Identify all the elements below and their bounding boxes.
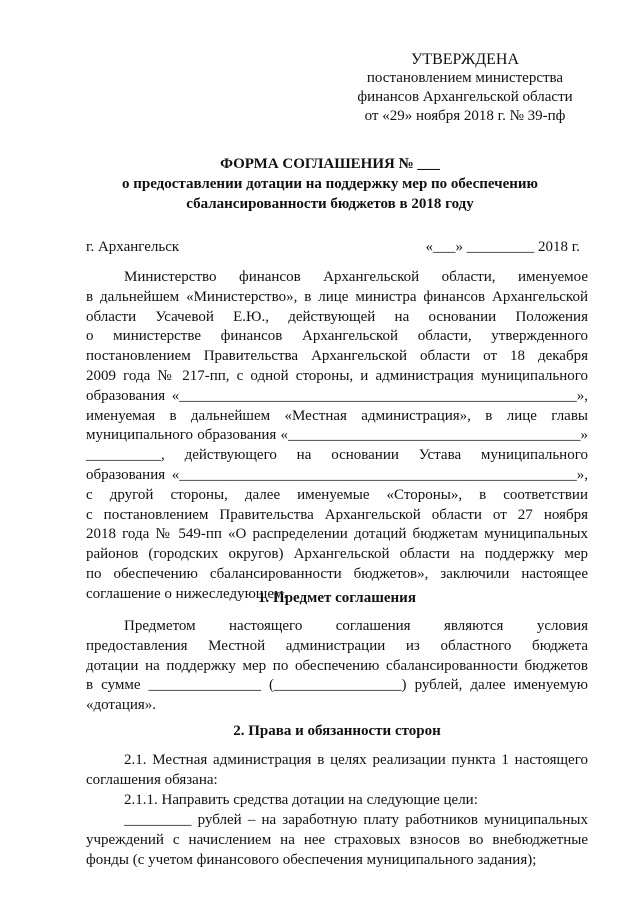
intro-line: __________, действующего на основании Устава муниципального: [86, 447, 588, 464]
clause-line: 2.1.1. Направить средства дотации на следующие цели:: [124, 792, 478, 808]
section-1-line: предоставления Местной администрации из областного бюджета: [86, 637, 588, 654]
title-line-3: сбалансированности бюджетов в 2018 году: [186, 196, 474, 212]
approval-stamp: [340, 50, 590, 126]
intro-line: именуемая в дальнейшем «Местная администрация», в лице главы: [86, 407, 588, 424]
approval-line-2: финансов Архангельской области: [357, 89, 573, 105]
section-2-clause-2-1: [86, 751, 588, 791]
clause-line: учреждений с начислением на нее страховых взносов во внебюджетные: [86, 831, 588, 848]
intro-line: постановлением Правительства Архангельской области от 18 декабря: [86, 348, 588, 365]
intro-line: в дальнейшем «Министерство», в лице министра финансов Архангельской: [86, 288, 588, 305]
section-2-heading: 2. Права и обязанности сторон: [233, 723, 441, 739]
intro-line: соглашение о нижеследующем.: [86, 585, 288, 602]
intro-line: 2018 года № 549-пп «О распределении дотаций бюджетам муниципальных: [86, 526, 588, 543]
section-1-line: дотации на поддержку мер по обеспечению сбалансированности бюджетов: [86, 657, 588, 674]
intro-paragraph: [86, 268, 588, 605]
intro-line: районов (городских округов) Архангельской области на поддержку мер: [86, 546, 588, 563]
intro-line: Министерство финансов Архангельской области, именуемое: [124, 269, 588, 285]
intro-line: образования «_____________________________________________________»,: [86, 387, 588, 404]
intro-line: по обеспечению сбалансированности бюджетов», заключили настоящее: [86, 565, 588, 582]
place: г. Архангельск: [86, 239, 180, 255]
intro-line: о министерстве финансов Архангельской области, утвержденного: [86, 328, 588, 345]
clause-line: фонды (с учетом финансового обеспечения муниципального задания);: [86, 851, 537, 868]
place-date-line: [86, 238, 580, 257]
clause-line: _________ рублей – на заработную плату работников муниципальных: [124, 812, 588, 828]
approval-line-3: от «29» ноября 2018 г. № 39-пф: [364, 108, 566, 124]
approval-line-1: постановлением министерства: [366, 70, 564, 86]
clause-line: 2.1. Местная администрация в целях реализации пункта 1 настоящего: [124, 752, 588, 768]
section-1-heading: 1. Предмет соглашения: [258, 590, 416, 606]
intro-line: муниципального образования «_______________________________________»: [86, 427, 588, 444]
title-line-2: о предоставлении дотации на поддержку мер по обеспечению: [121, 176, 539, 192]
section-1-paragraph: [86, 617, 588, 716]
section-1-line: в сумме _______________ (_________________) рублей, далее именуемую: [86, 677, 588, 694]
approval-heading: УТВЕРЖДЕНА: [410, 51, 519, 68]
agreement-date: «___» _________ 2018 г.: [425, 239, 580, 255]
intro-line: с постановлением Правительства Архангельской области от 27 ноября: [86, 506, 588, 523]
section-2-clause-2-1-1: [86, 791, 588, 811]
intro-line: с другой стороны, далее именуемые «Стороны», в соответствии: [86, 486, 588, 503]
document-title: [60, 154, 600, 214]
clause-line: соглашения обязана:: [86, 771, 218, 788]
section-2-clause-salary: [86, 811, 588, 870]
intro-line: области Усачевой Е.Ю., действующей на основании Положения: [86, 308, 588, 325]
intro-line: 2009 года № 217-пп, с одной стороны, и администрация муниципального: [86, 367, 588, 384]
section-1-line: Предметом настоящего соглашения являются условия: [124, 618, 588, 634]
intro-line: образования «_____________________________________________________»,: [86, 466, 588, 483]
title-line-1: ФОРМА СОГЛАШЕНИЯ № ___: [220, 156, 440, 172]
section-1-line: «дотация».: [86, 697, 157, 714]
